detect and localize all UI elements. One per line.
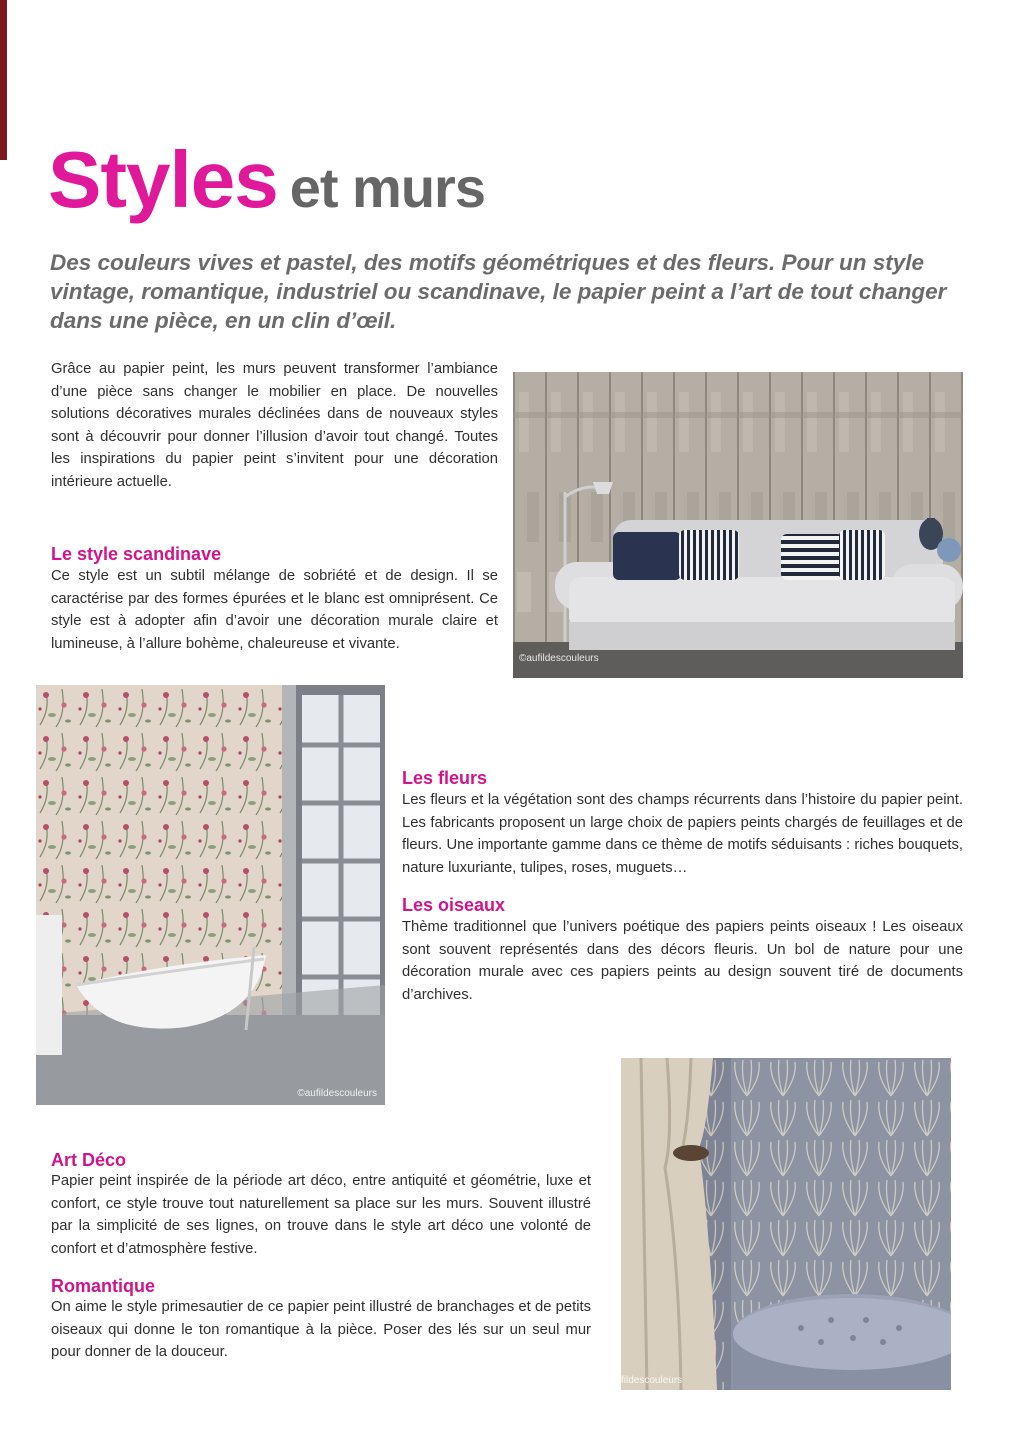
heading-romantique: Romantique	[51, 1276, 156, 1296]
heading-scandinave: Le style scandinave	[51, 544, 222, 564]
heading-oiseaux: Les oiseaux	[402, 895, 506, 915]
curtain-photo-credit: fildescouleurs	[621, 1375, 683, 1386]
title-rest: et murs	[289, 156, 485, 219]
bath-photo	[36, 685, 385, 1105]
body-scandinave: Ce style est un subtil mélange de sobriété et de design. Il se caractérise par des formes épurées et le blanc est omniprésent. Ce style est à adopter afin d’avoir une décoration murale claire et lumineuse, à l’allure bohème, chaleureuse et vivante.	[51, 568, 498, 652]
sofa-photo	[513, 372, 963, 678]
heading-artdeco: Art Déco	[51, 1150, 127, 1170]
page-title	[48, 135, 485, 224]
bath-illustration	[36, 685, 385, 1105]
intro-paragraph: Des couleurs vives et pastel, des motifs géométriques et des fleurs. Pour un style vintage, romantique, industriel ou scandinave, le papier peint a l’art de tout changer dans une pièce, en un clin d’œil.	[50, 250, 947, 333]
curtain-illustration	[621, 1058, 951, 1390]
paragraph-1: Grâce au papier peint, les murs peuvent transformer l’ambiance d’une pièce sans changer le mobilier en place. De nouvelles solutions décoratives murales déclinées dans de nouveaux styles sont à découvrir pour donner l’illusion d’avoir tout changé. Toutes les inspirations du papier peint s’invitent pour une décoration intérieure actuelle.	[51, 361, 498, 490]
curtain-photo	[621, 1058, 951, 1390]
body-artdeco: Papier peint inspirée de la période art déco, entre antiquité et géométrie, luxe et confort, ce style trouve tout naturellement sa place sur les murs. Souvent illustré par la simplicité de ses lignes, on trouve dans le style art déco une volonté de confort et d’atmosphère festive.	[51, 1173, 591, 1257]
body-fleurs: Les fleurs et la végétation sont des champs récurrents dans l’histoire du papier peint. Les fabricants proposent un large choix de papiers peints chargés de feuillages et de fleurs. Une importante gamme dans ce thème de motifs séduisants : riches bouquets, nature luxuriante, tulipes, roses, muguets…	[402, 792, 963, 876]
page-edge-bar	[0, 0, 7, 160]
title-highlight: Styles	[48, 135, 278, 224]
sofa-photo-credit: ©aufildescouleurs	[519, 653, 599, 664]
bath-photo-credit: ©aufildescouleurs	[297, 1088, 377, 1099]
sofa-illustration	[513, 372, 963, 678]
body-oiseaux: Thème traditionnel que l’univers poétique des papiers peints oiseaux ! Les oiseaux sont souvent représentés dans des décors fleuris. Un bol de nature pour une décoration murale avec ces papiers peints au design souvent tiré de documents d’archives.	[402, 919, 963, 1003]
body-romantique: On aime le style primesautier de ce papier peint illustré de branchages et de petits oiseaux qui donne le ton romantique à la pièce. Poser des lés sur un seul mur pour donner de la douceur.	[51, 1299, 591, 1360]
heading-fleurs: Les fleurs	[402, 768, 488, 788]
